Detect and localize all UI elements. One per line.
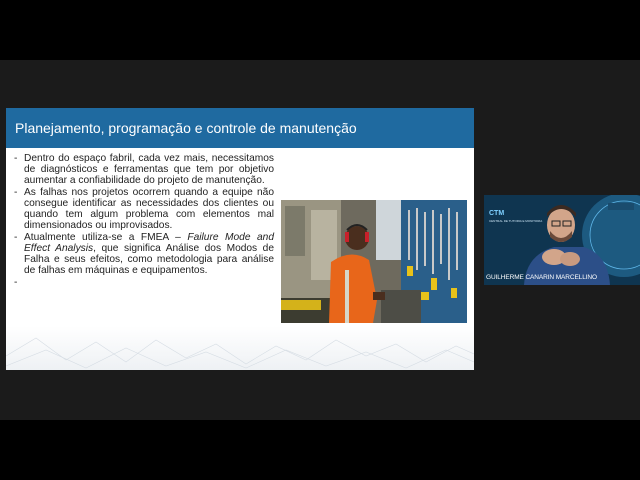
bullet-text-italic: Failure Mode and Effect Analysis — [24, 232, 274, 254]
slide-header — [6, 108, 474, 148]
slide-title: Planejamento, programação e controle de manutenção — [15, 120, 357, 136]
bullet-item — [14, 153, 274, 186]
org-logo-text: CTM — [489, 210, 505, 217]
channel-tag — [608, 203, 634, 210]
presentation-slide — [6, 108, 474, 370]
bullet-item — [14, 232, 274, 276]
photo-illustration — [281, 200, 467, 323]
bullet-dash: - — [14, 277, 18, 288]
slide-footer-decoration — [6, 326, 474, 370]
bullet-list — [14, 153, 274, 289]
bullet-dash: - — [14, 153, 18, 164]
presenter-name: GUILHERME CANARIN MARCELLINO — [486, 274, 597, 281]
bullet-text: Atualmente utiliza-se a FMEA – — [24, 232, 188, 243]
bullet-dash: - — [14, 232, 18, 243]
bullet-item-empty — [14, 277, 274, 288]
bullet-text: , que significa Análise dos Modos de Falha e seus efeitos, como metodologia para análise de falhas em máquinas e equipamentos. — [24, 243, 274, 276]
bullet-text: As falhas nos projetos ocorrem quando a equipe não consegue identificar as necessidades dos clientes ou quando tem algum problema com elementos mal dimensionados ou improvisados. — [24, 187, 274, 231]
bullet-text: Dentro do espaço fabril, cada vez mais, necessitamos de diagnósticos e ferramentas que tem por objetivo aumentar a confiabilidade do projeto de manutenção. — [24, 153, 274, 186]
network-pattern — [6, 326, 474, 370]
org-full-name: CENTRAL DE TUTORIA E MONITORIA — [489, 219, 543, 223]
bullet-item — [14, 187, 274, 231]
presenter-video-tile[interactable] — [484, 195, 640, 285]
bullet-dash: - — [14, 187, 18, 198]
worker-with-tools-photo — [281, 200, 467, 323]
